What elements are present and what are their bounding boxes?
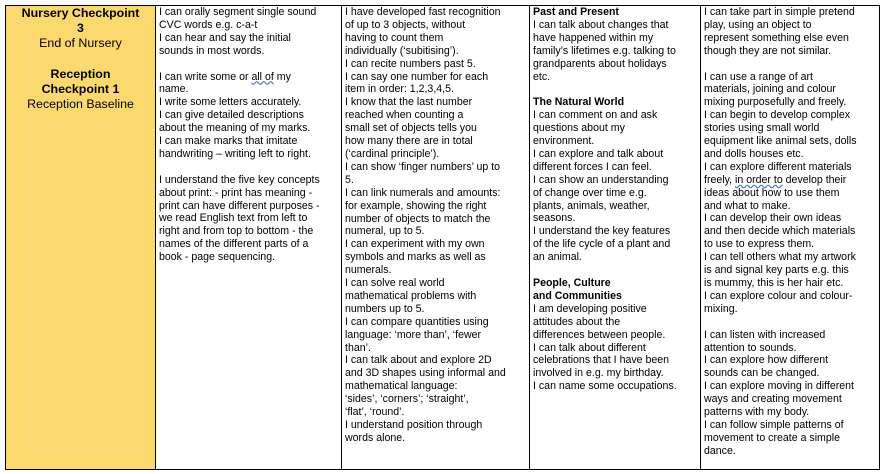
maths-line: individually (‘subitising’).	[345, 44, 459, 57]
world-line: family’s lifetimes e.g. talking to	[533, 44, 676, 57]
arts-line: mixing purposefully and freely.	[704, 96, 847, 109]
spacer	[159, 161, 338, 174]
spellcheck-underlined-text: all of	[251, 70, 274, 83]
arts-line: equipment like animal sets, dolls	[704, 135, 857, 148]
literacy-line: about the meaning of my marks.	[159, 122, 311, 135]
maths-line: small set of objects tells you	[345, 122, 477, 135]
maths-line: item in order: 1,2,3,4,5.	[345, 83, 454, 96]
maths-line: having to count them	[345, 31, 444, 44]
arts-text: develop their	[782, 173, 847, 186]
spacer	[533, 83, 697, 96]
literacy-line: right and from top to bottom - the	[159, 225, 314, 238]
world-line: I understand the key features	[533, 225, 671, 238]
arts-line: attention to sounds.	[704, 341, 797, 354]
arts-line: I can take part in simple pretend	[704, 6, 855, 18]
spacer	[704, 316, 876, 329]
literacy-line: book - page sequencing.	[159, 251, 276, 264]
literacy-line: I write some letters accurately.	[159, 96, 302, 109]
literacy-line: handwriting – writing left to right.	[159, 147, 311, 160]
world-line: seasons.	[533, 212, 576, 225]
arts-line: I can explore different materials	[704, 160, 852, 173]
spacer	[9, 52, 152, 67]
world-line: questions about my	[533, 122, 625, 135]
literacy-line: we read English text from left to	[159, 212, 308, 225]
maths-line: I know that the last number	[345, 96, 473, 109]
literacy-line: print can have different purposes -	[159, 199, 320, 212]
maths-line: number of objects to match the	[345, 212, 491, 225]
arts-line: I can tell others what my artwork	[704, 251, 856, 264]
world-line: of the life cycle of a plant and	[533, 238, 671, 251]
maths-line: I have developed fast recognition	[345, 6, 501, 18]
world-line: I am developing positive	[533, 302, 647, 315]
literacy-line	[159, 71, 338, 84]
arts-line	[704, 174, 876, 187]
maths-line: I can show ‘finger numbers’ up to	[345, 160, 501, 173]
arts-line: ideas about how to use them	[704, 186, 840, 199]
maths-line: I can talk about and explore 2D	[345, 354, 492, 367]
maths-line: numerals.	[345, 264, 392, 277]
reception-checkpoint-subtitle: Reception Baseline	[27, 97, 134, 112]
section-heading-people-culture: People, Culture	[533, 277, 611, 289]
arts-line: I can explore moving in different	[704, 380, 854, 393]
arts-line: and what to make.	[704, 199, 791, 212]
literacy-column	[155, 5, 342, 470]
maths-column	[341, 5, 530, 470]
arts-line: I can develop their own ideas	[704, 212, 842, 225]
maths-line: ‘flat’, ‘round’.	[345, 406, 405, 419]
world-line: celebrations that I have been	[533, 354, 670, 367]
maths-line: ‘sides’, ‘corners’; ‘straight’,	[345, 393, 469, 406]
maths-line: and 3D shapes using informal and	[345, 367, 506, 380]
nursery-checkpoint-number: 3	[77, 21, 84, 36]
section-heading-past-and-present: Past and Present	[533, 6, 619, 18]
arts-line: and then decide which materials	[704, 225, 856, 238]
arts-line: I can follow simple patterns of	[704, 418, 844, 431]
literacy-line: I can hear and say the initial	[159, 31, 291, 44]
maths-line: words alone.	[345, 431, 406, 444]
arts-line: is mummy, this is her hair etc.	[704, 277, 844, 290]
maths-line: mathematical problems with	[345, 289, 477, 302]
world-line: grandparents about holidays	[533, 57, 667, 70]
world-line: I can name some occupations.	[533, 380, 677, 393]
spacer	[159, 58, 338, 71]
literacy-line: sounds in most words.	[159, 44, 265, 57]
world-line: I can show an understanding	[533, 173, 669, 186]
maths-line: I can say one number for each	[345, 70, 489, 83]
maths-line: I can experiment with my own	[345, 238, 485, 251]
maths-line: mathematical language:	[345, 380, 458, 393]
arts-line: represent something else even	[704, 31, 849, 44]
arts-line: I can use a range of art	[704, 70, 813, 83]
maths-line: numeral, up to 5.	[345, 225, 425, 238]
world-line: have happened within my	[533, 31, 654, 44]
arts-line: stories using small world	[704, 122, 820, 135]
world-line: plants, animals, weather,	[533, 199, 650, 212]
maths-line: (‘cardinal principle’).	[345, 147, 440, 160]
arts-line: ways and creating movement	[704, 393, 842, 406]
maths-line: I can recite numbers past 5.	[345, 57, 476, 70]
world-line: I can talk about different	[533, 341, 646, 354]
arts-line: dance.	[704, 444, 736, 457]
maths-line: 5.	[345, 173, 354, 186]
arts-line: mixing.	[704, 302, 738, 315]
nursery-checkpoint-subtitle: End of Nursery	[39, 36, 122, 51]
world-line: involved in e.g. my birthday.	[533, 367, 664, 380]
checkpoint-column	[5, 5, 156, 470]
arts-line: is and signal key parts e.g. this	[704, 264, 849, 277]
maths-line: I understand position through	[345, 419, 483, 431]
world-line: attitudes about the	[533, 315, 621, 328]
arts-line: materials, joining and colour	[704, 83, 836, 96]
literacy-line: I can give detailed descriptions	[159, 109, 304, 122]
world-line: differences between people.	[533, 328, 666, 341]
arts-line: sounds can be changed.	[704, 367, 820, 380]
maths-line: I can link numerals and amounts:	[345, 186, 501, 199]
spellcheck-underlined-text: in order to	[735, 173, 783, 186]
understanding-world-column	[529, 5, 701, 470]
literacy-line: names of the different parts of a	[159, 238, 309, 251]
literacy-line: I can make marks that imitate	[159, 135, 298, 148]
maths-line: language: ‘more than’, ‘fewer	[345, 328, 482, 341]
world-line: I can talk about changes that	[533, 18, 669, 31]
maths-line: symbols and marks as well as	[345, 251, 486, 264]
section-heading-natural-world: The Natural World	[533, 96, 625, 109]
arts-line: though they are not similar.	[704, 44, 832, 57]
world-line: I can comment on and ask	[533, 109, 658, 122]
maths-line: how many there are in total	[345, 135, 473, 148]
maths-line: of up to 3 objects, without	[345, 18, 466, 31]
literacy-line: name.	[159, 83, 189, 96]
maths-line: I can solve real world	[345, 277, 445, 290]
maths-line: for example, showing the right	[345, 199, 487, 212]
literacy-line: CVC words e.g. c-a-t	[159, 18, 258, 31]
world-line: an animal.	[533, 251, 582, 264]
expressive-arts-column	[700, 5, 880, 470]
literacy-text: I can write some or	[159, 70, 252, 83]
maths-line: I can compare quantities using	[345, 315, 489, 328]
nursery-checkpoint-title: Nursery Checkpoint	[21, 6, 140, 20]
world-line: of change over time e.g.	[533, 186, 647, 199]
literacy-line: I can orally segment single sound	[159, 6, 317, 18]
maths-line: than’.	[345, 341, 371, 354]
arts-line: play, using an object to	[704, 18, 812, 31]
literacy-line: I understand the five key concepts	[159, 173, 320, 186]
arts-line: I can begin to develop complex	[704, 109, 851, 122]
literacy-text: my	[273, 70, 291, 83]
arts-line: I can listen with increased	[704, 328, 826, 341]
arts-line: I can explore how different	[704, 354, 829, 367]
literacy-line: about print: - print has meaning -	[159, 186, 313, 199]
spacer	[533, 264, 697, 277]
arts-line: movement to create a simple	[704, 431, 841, 444]
world-line: different forces I can feel.	[533, 160, 652, 173]
maths-line: reached when counting a	[345, 109, 464, 122]
reception-checkpoint-number: Checkpoint 1	[41, 82, 120, 96]
reception-checkpoint-title: Reception	[50, 66, 111, 81]
world-line: etc.	[533, 70, 551, 83]
world-line: I can explore and talk about	[533, 147, 664, 160]
arts-line: and dolls houses etc.	[704, 147, 804, 160]
world-line: environment.	[533, 135, 595, 148]
spacer	[704, 58, 876, 71]
section-heading-communities: and Communities	[533, 289, 622, 302]
maths-line: numbers up to 5.	[345, 302, 425, 315]
arts-line: I can explore colour and colour-	[704, 289, 853, 302]
arts-line: patterns with my body.	[704, 406, 810, 419]
arts-line: to use to express them.	[704, 238, 815, 251]
arts-text: freely,	[704, 173, 736, 186]
